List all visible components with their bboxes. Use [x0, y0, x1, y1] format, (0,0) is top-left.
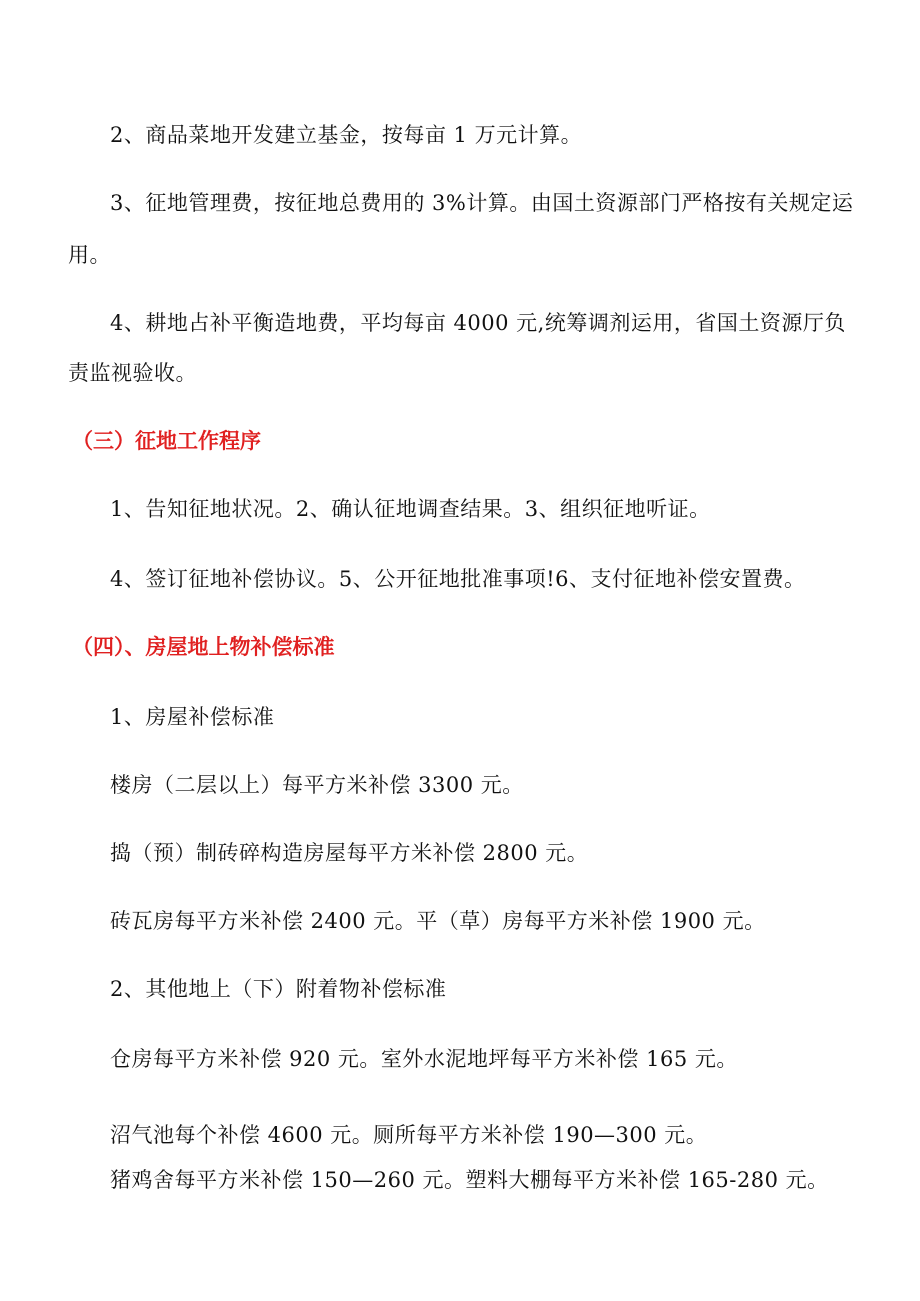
paragraph-item-3-line2: 用。	[68, 243, 111, 267]
section-4-subheading-1: 1、房屋补偿标准	[110, 705, 275, 729]
section-4-subheading-2: 2、其他地上（下）附着物补偿标准	[110, 977, 447, 1001]
section-3-line1: 1、告知征地状况。2、确认征地调查结果。3、组织征地听证。	[110, 497, 711, 521]
section-4-heading: （四）、房屋地上物补偿标准	[72, 635, 335, 659]
attachment-compensation-line2: 沼气池每个补偿 4600 元。厕所每平方米补偿 190—300 元。	[110, 1123, 708, 1147]
attachment-compensation-line3: 猪鸡舍每平方米补偿 150—260 元。塑料大棚每平方米补偿 165-280 元。	[110, 1168, 829, 1192]
house-compensation-line1: 楼房（二层以上）每平方米补偿 3300 元。	[110, 773, 524, 797]
paragraph-item-4-line1: 4、耕地占补平衡造地费，平均每亩 4000 元,统筹调剂运用，省国土资源厅负	[110, 311, 846, 335]
house-compensation-line2: 捣（预）制砖碎构造房屋每平方米补偿 2800 元。	[110, 841, 589, 865]
section-3-heading: （三）征地工作程序	[72, 429, 261, 453]
paragraph-item-4-line2: 责监视验收。	[68, 361, 197, 385]
paragraph-item-3-line1: 3、征地管理费，按征地总费用的 3%计算。由国土资源部门严格按有关规定运	[110, 191, 854, 215]
attachment-compensation-line1: 仓房每平方米补偿 920 元。室外水泥地坪每平方米补偿 165 元。	[110, 1047, 738, 1071]
house-compensation-line3: 砖瓦房每平方米补偿 2400 元。平（草）房每平方米补偿 1900 元。	[110, 909, 766, 933]
paragraph-item-2: 2、商品菜地开发建立基金，按每亩 1 万元计算。	[110, 123, 583, 147]
section-3-line2: 4、签订征地补偿协议。5、公开征地批准事项!6、支付征地补偿安置费。	[110, 567, 806, 591]
